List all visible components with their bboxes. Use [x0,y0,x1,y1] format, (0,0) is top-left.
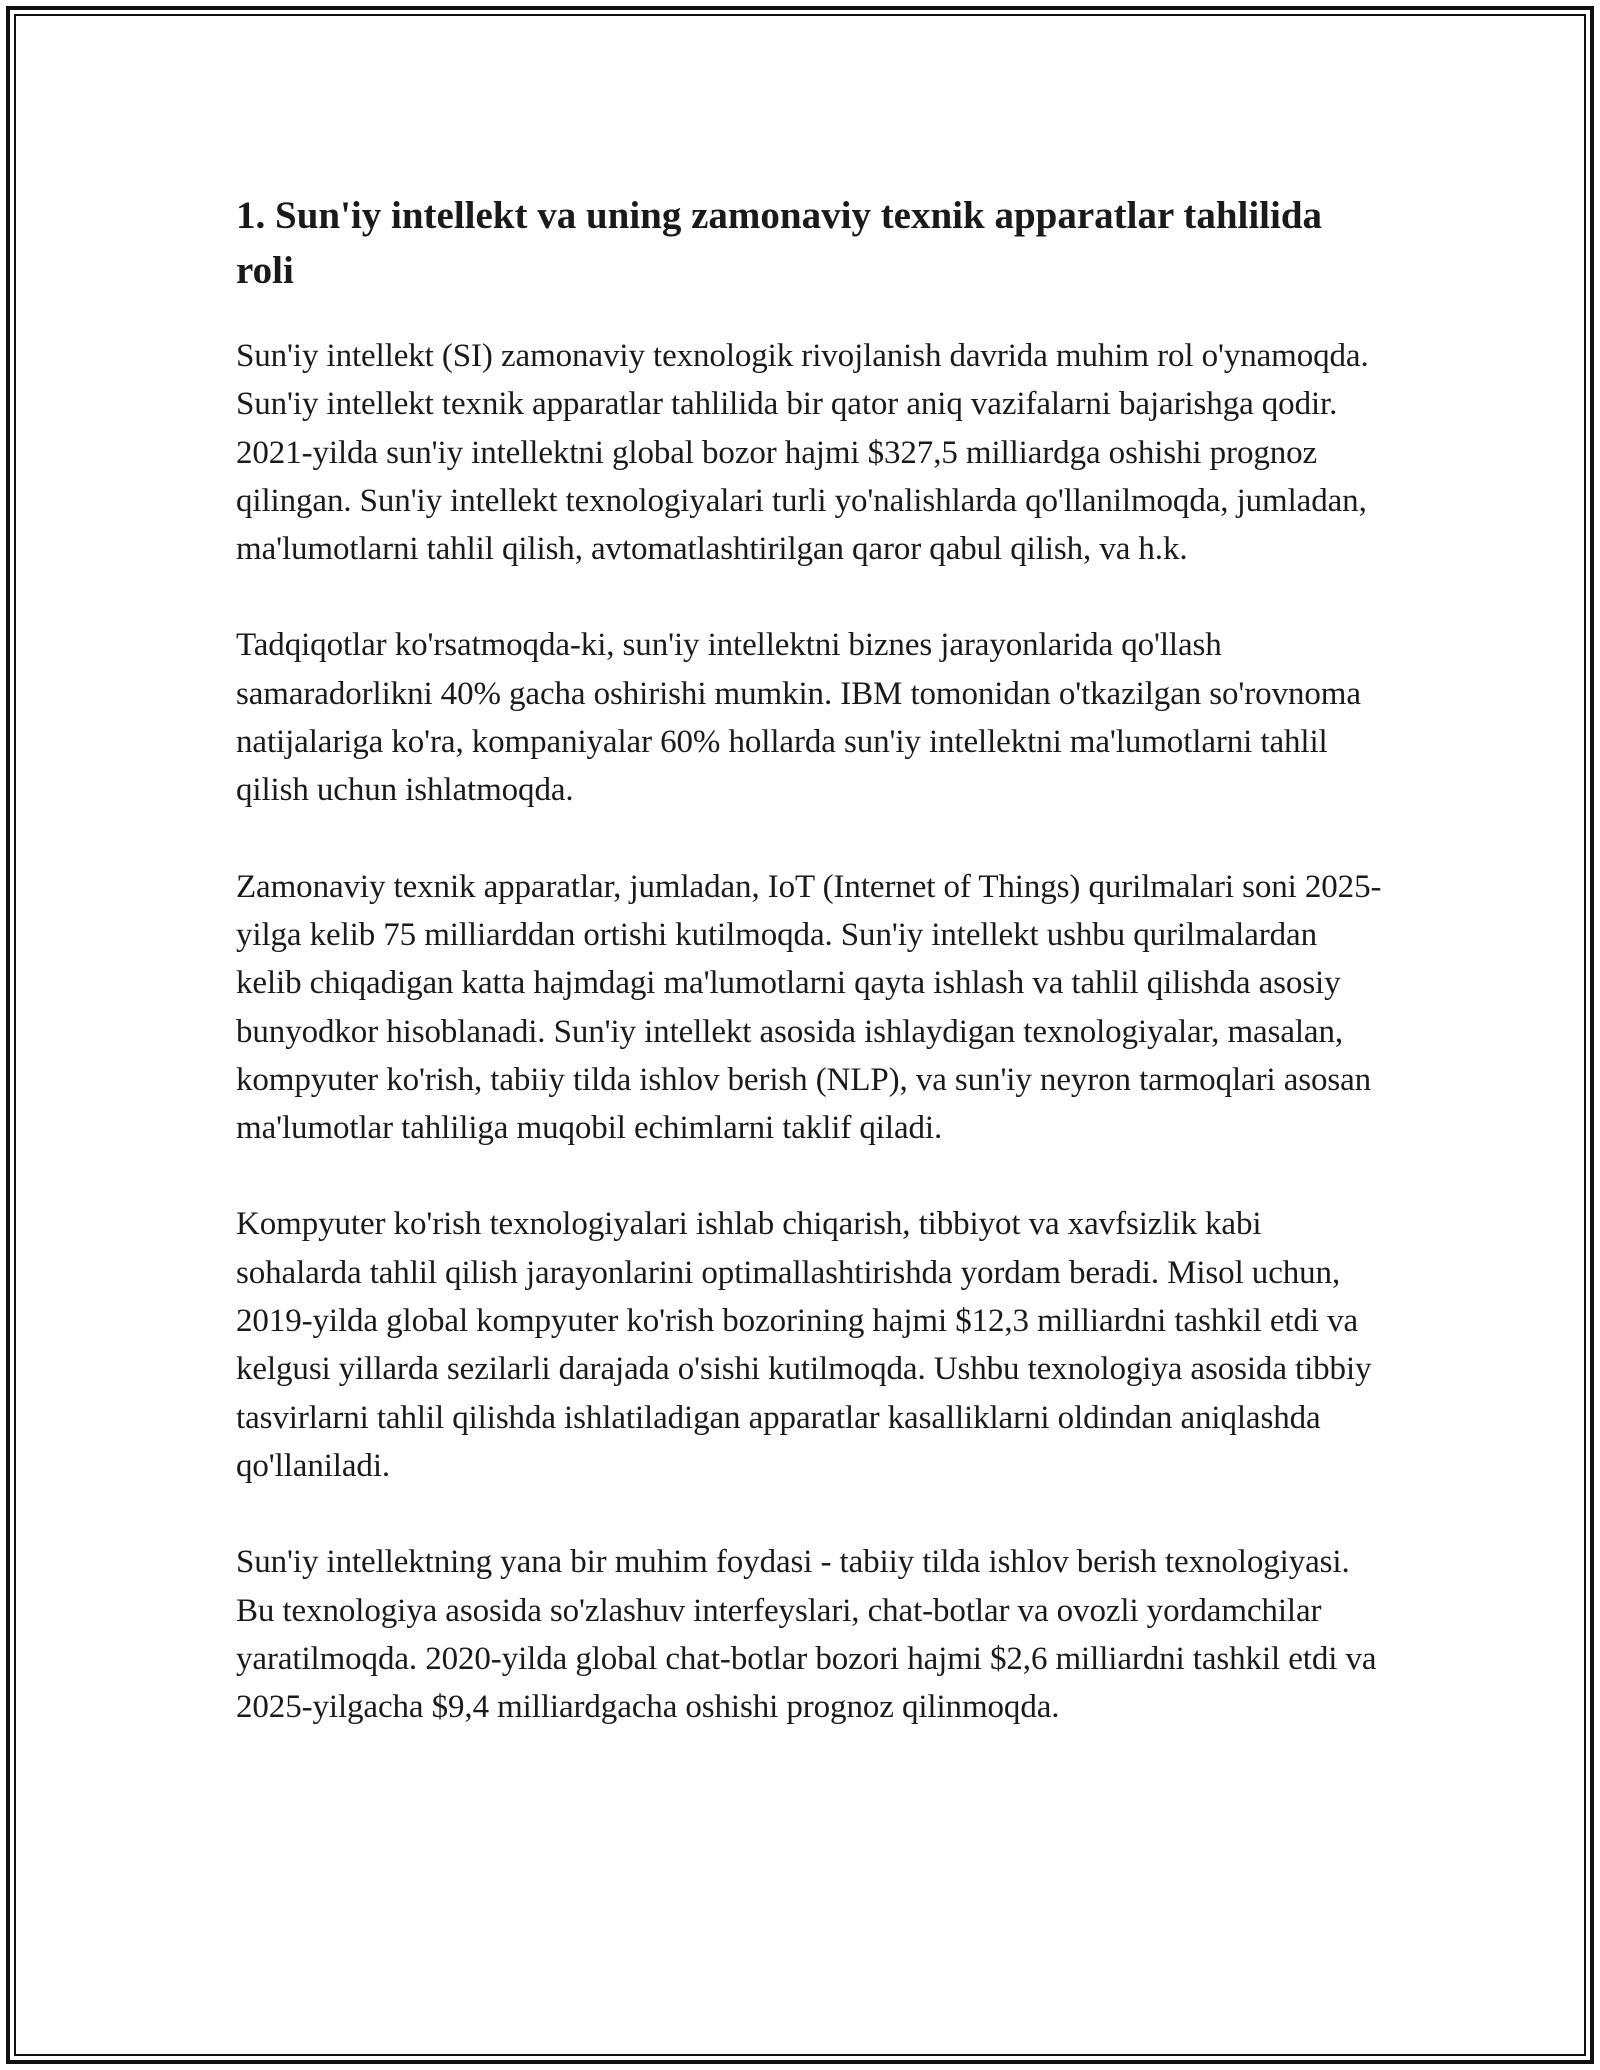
paragraph-3: Zamonaviy texnik apparatlar, jumladan, IoT (Internet of Things) qurilmalari soni 2025-yilga kelib 75 milliarddan ortishi kutilmoqda. Sun'iy intellekt ushbu qurilmalardan kelib chiqadigan katta hajmdagi ma'lumotlarni qayta ishlash va tahlil qilishda asosiy bunyodkor hisoblanadi. Sun'iy intellekt asosida ishlaydigan texnologiyalar, masalan, kompyuter ko'rish, tabiiy tilda ishlov berish (NLP), va sun'iy neyron tarmoqlari asosan ma'lumotlar tahliliga muqobil echimlarni taklif qiladi. [236,868,1382,1147]
paragraph-1: Sun'iy intellekt (SI) zamonaviy texnologik rivojlanish davrida muhim rol o'ynamoqda. Sun'iy intellekt texnik apparatlar tahlilida bir qator aniq vazifalarni bajarishga qodir. 2021-yilda sun'iy intellektni global bozor hajmi $327,5 milliardga oshishi prognoz qilingan. Sun'iy intellekt texnologiyalari turli yo'nalishlarda qo'llanilmoqda, jumladan, ma'lumotlarni tahlil qilish, avtomatlashtirilgan qaror qabul qilish, va h.k. [236,338,1369,568]
paragraph-5: Sun'iy intellektning yana bir muhim foydasi - tabiiy tilda ishlov berish texnologiyasi. Bu texnologiya asosida so'zlashuv interfeyslari, chat-botlar va ovozli yordamchilar yaratilmoqda. 2020-yilda global chat-botlar bozori hajmi $2,6 milliardni tashkil etdi va 2025-yilgacha $9,4 milliardgacha oshishi prognoz qilinmoqda. [236,1544,1377,1726]
paragraph-4: Kompyuter ko'rish texnologiyalari ishlab chiqarish, tibbiyot va xavfsizlik kabi sohalarda tahlil qilish jarayonlarini optimallashtirishda yordam beradi. Misol uchun, 2019-yilda global kompyuter ko'rish bozorining hajmi $12,3 milliardni tashkil etdi va kelgusi yillarda sezilarli darajada o'sishi kutilmoqda. Ushbu texnologiya asosida tibbiy tasvirlarni tahlil qilishda ishlatiladigan apparatlar kasalliklarni oldindan aniqlashda qo'llaniladi. [236,1206,1372,1484]
document-page [236,188,1386,1731]
paragraph-2: Tadqiqotlar ko'rsatmoqda-ki, sun'iy intellektni biznes jarayonlarida qo'llash samaradorlikni 40% gacha oshirishi mumkin. IBM tomonidan o'tkazilgan so'rovnoma natijalariga ko'ra, kompaniyalar 60% hollarda sun'iy intellektni ma'lumotlarni tahlil qilish uchun ishlatmoqda. [236,627,1361,809]
section-heading: 1. Sun'iy intellekt va uning zamonaviy texnik apparatlar tahlilida roli [236,194,1323,292]
